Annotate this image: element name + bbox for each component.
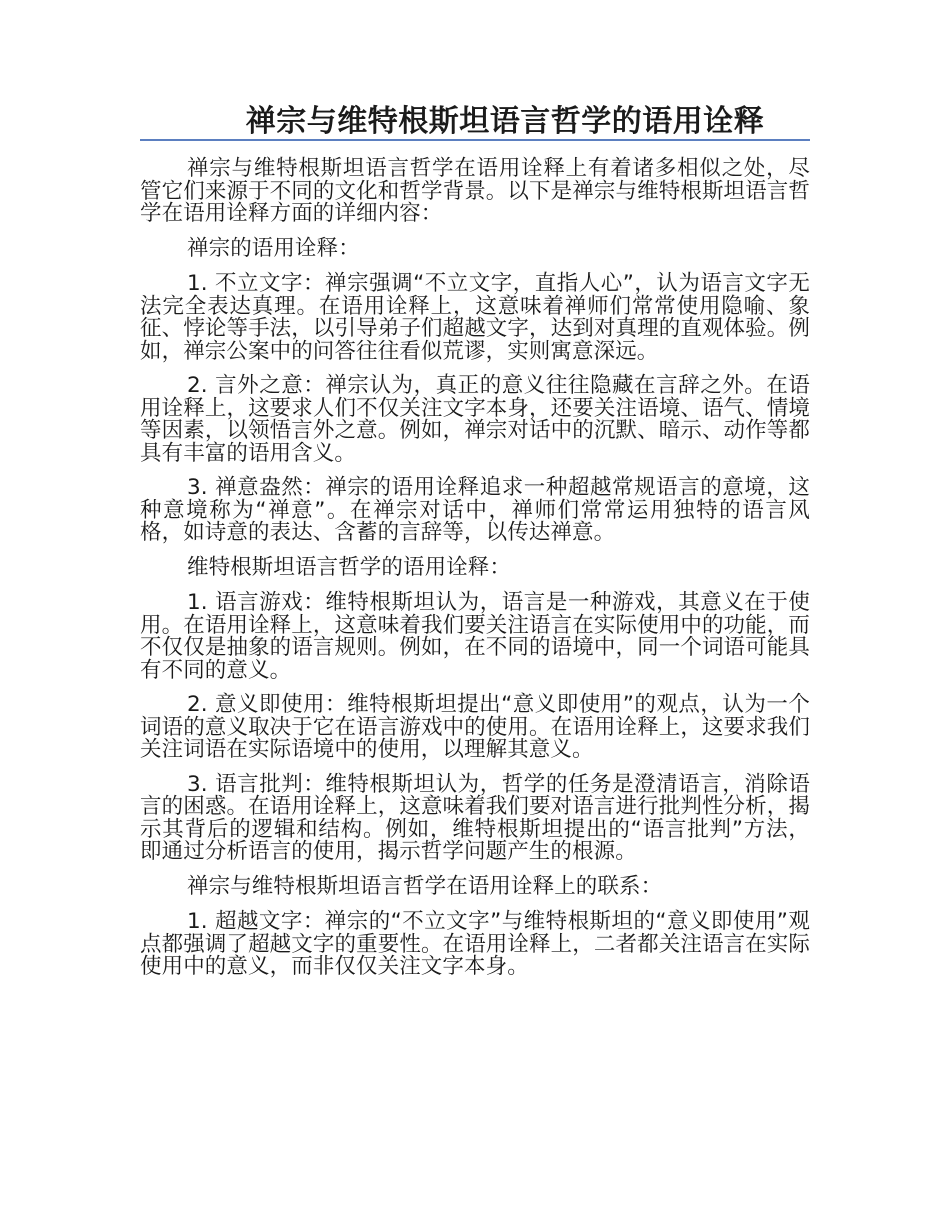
wittgenstein-point-2: 2. 意义即使用：维特根斯坦提出“意义即使用”的观点，认为一个词语的意义取决于它在语言游戏中的使用。在语用诠释上，这要求我们关注词语在实际语境中的使用，以理解其意义。 — [140, 692, 810, 762]
wittgenstein-point-3: 3. 语言批判：维特根斯坦认为，哲学的任务是澄清语言，消除语言的困惑。在语用诠释上，这意味着我们要对语言进行批判性分析，揭示其背后的逻辑和结构。例如，维特根斯坦提出的“语言批判”方法，即通过分析语言的使用，揭示哲学问题产生的根源。 — [140, 771, 810, 864]
zen-point-1: 1. 不立文字：禅宗强调“不立文字，直指人心”，认为语言文字无法完全表达真理。在语用诠释上，这意味着禅师们常常使用隐喻、象征、悖论等手法，以引导弟子们超越文字，达到对真理的直观体验。例如，禅宗公案中的问答往往看似荒谬，实则寓意深远。 — [140, 271, 810, 364]
connection-point-1: 1. 超越文字：禅宗的“不立文字”与维特根斯坦的“意义即使用”观点都强调了超越文字的重要性。在语用诠释上，二者都关注语言在实际使用中的意义，而非仅仅关注文字本身。 — [140, 909, 810, 979]
document-title: 禅宗与维特根斯坦语言哲学的语用诠释 — [245, 104, 765, 139]
section-heading-wittgenstein: 维特根斯坦语言哲学的语用诠释： — [187, 554, 512, 580]
wittgenstein-point-1: 1. 语言游戏：维特根斯坦认为，语言是一种游戏，其意义在于使用。在语用诠释上，这意味着我们要关注语言在实际使用中的功能，而不仅仅是抽象的语言规则。例如，在不同的语境中，同一个词语可能具有不同的意义。 — [140, 590, 810, 683]
document-body — [140, 158, 810, 991]
section-heading-connection: 禅宗与维特根斯坦语言哲学在语用诠释上的联系： — [187, 873, 663, 899]
zen-point-3: 3. 禅意盎然：禅宗的语用诠释追求一种超越常规语言的意境，这种意境称为“禅意”。在禅宗对话中，禅师们常常运用独特的语言风格，如诗意的表达、含蓄的言辞等，以传达禅意。 — [140, 475, 810, 545]
section-heading-zen: 禅宗的语用诠释： — [187, 235, 360, 261]
intro-paragraph: 禅宗与维特根斯坦语言哲学在语用诠释上有着诸多相似之处，尽管它们来源于不同的文化和哲学背景。以下是禅宗与维特根斯坦语言哲学在语用诠释方面的详细内容： — [140, 156, 810, 226]
zen-point-2: 2. 言外之意：禅宗认为，真正的意义往往隐藏在言辞之外。在语用诠释上，这要求人们不仅关注文字本身，还要关注语境、语气、情境等因素，以领悟言外之意。例如，禅宗对话中的沉默、暗示、动作等都具有丰富的语用含义。 — [140, 373, 810, 466]
title-underline — [140, 139, 810, 141]
